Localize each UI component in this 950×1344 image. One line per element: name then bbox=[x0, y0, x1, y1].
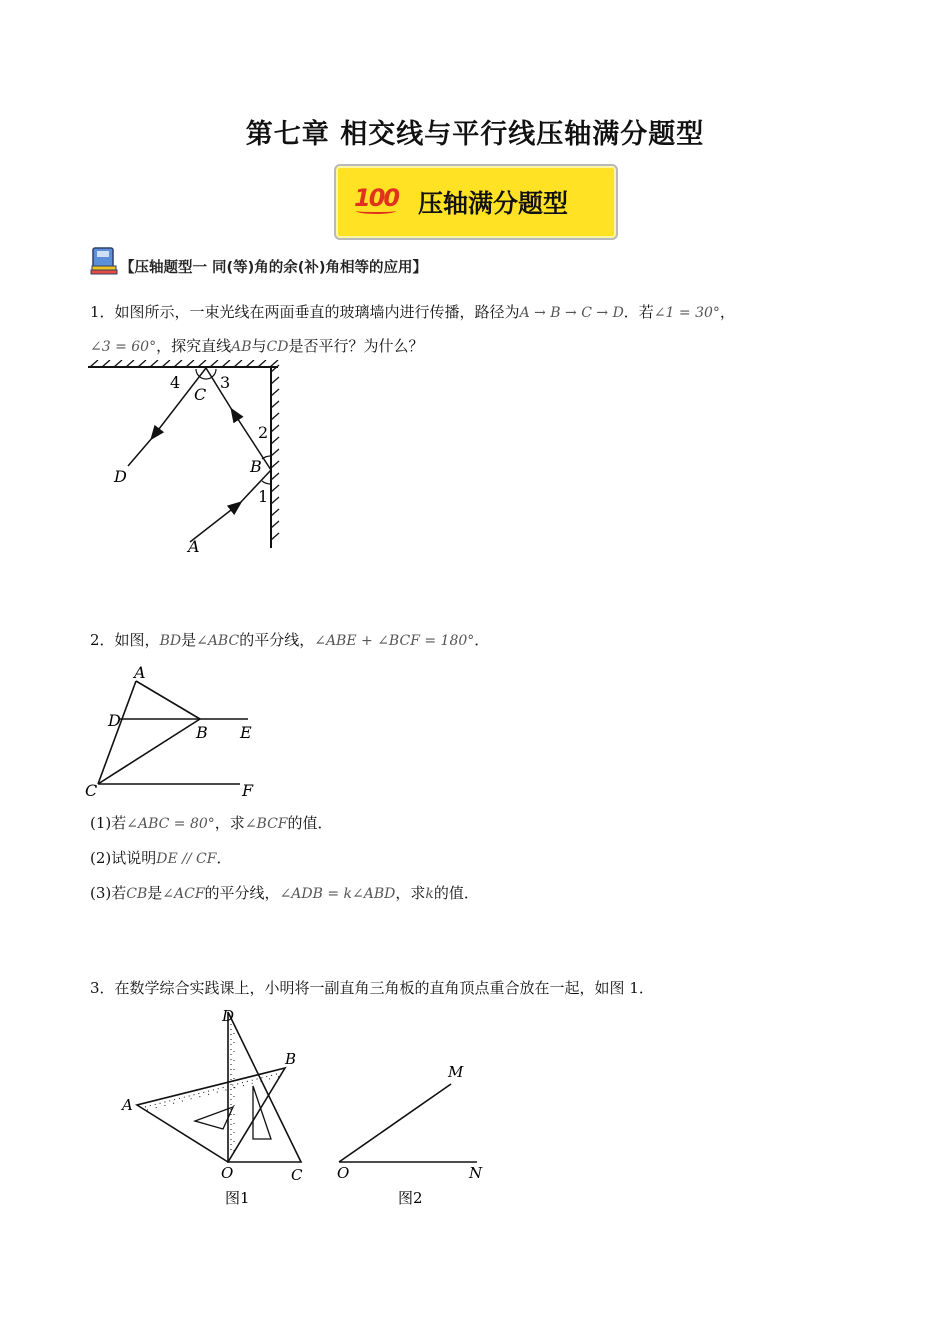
q2-p3-text: 是 bbox=[147, 884, 163, 902]
label-f: F bbox=[242, 781, 254, 800]
line-ab bbox=[136, 681, 200, 719]
q2-p3-m2: ∠ACF bbox=[162, 886, 205, 902]
banner bbox=[334, 164, 618, 240]
q1-text: 与 bbox=[251, 337, 267, 355]
q2-cond: ∠ABE + ∠BCF = 180° bbox=[314, 633, 475, 649]
fig1-label-b: B bbox=[285, 1050, 297, 1068]
line-ac bbox=[98, 681, 136, 784]
q2-part-3 bbox=[90, 881, 479, 906]
q2-p1-text: 的值． bbox=[287, 814, 333, 832]
fig1-caption: 图1 bbox=[225, 1189, 250, 1207]
angle-arc-2 bbox=[262, 456, 271, 459]
question-1-line-1 bbox=[90, 300, 735, 325]
label-1: 1 bbox=[258, 487, 269, 506]
q2-text: 如图， bbox=[114, 631, 160, 649]
q2-p1-m1: ∠ABC = 80° bbox=[126, 816, 215, 832]
figure-3 bbox=[115, 1004, 505, 1214]
fig2-label-m: M bbox=[448, 1063, 464, 1081]
q2-p3-text: 的值． bbox=[433, 884, 479, 902]
angle-arc-1 bbox=[262, 481, 271, 484]
q1-cond2: ∠3 = 60° bbox=[90, 339, 157, 355]
page-title: 第七章 相交线与平行线压轴满分题型 bbox=[245, 119, 705, 150]
q2-text: 是 bbox=[181, 631, 197, 649]
label-a: A bbox=[134, 663, 146, 682]
q2-text: 的平分线， bbox=[239, 631, 315, 649]
fig1-label-o: O bbox=[221, 1164, 234, 1182]
q2-text: ． bbox=[474, 631, 490, 649]
top-wall-hatching bbox=[90, 360, 278, 367]
q2-p2-m: DE // CF bbox=[156, 851, 217, 867]
figure-2 bbox=[82, 660, 272, 800]
ray-c-to-d bbox=[128, 438, 152, 466]
ruler-ticks-ab-long bbox=[147, 1076, 281, 1110]
q2-part-1 bbox=[90, 811, 333, 836]
q1-text: 如图所示，一束光线在两面垂直的玻璃墙内进行传播，路径为 bbox=[114, 303, 520, 321]
label-a: A bbox=[188, 537, 200, 556]
question-3 bbox=[90, 976, 654, 1000]
ray-om bbox=[339, 1084, 451, 1162]
q2-bd: BD bbox=[159, 633, 182, 649]
fig1-label-c: C bbox=[291, 1166, 303, 1184]
question-number: 1． bbox=[90, 303, 115, 321]
right-wall-hatching bbox=[271, 365, 279, 540]
q2-angle: ∠ABC bbox=[196, 633, 240, 649]
q2-p3-text: (3)若 bbox=[90, 884, 127, 902]
q1-cond1: ∠1 = 30° bbox=[653, 305, 720, 321]
label-d: D bbox=[108, 711, 121, 730]
fig1-label-a: A bbox=[122, 1096, 133, 1114]
q2-p1-m2: ∠BCF bbox=[244, 816, 288, 832]
fig2-label-n: N bbox=[469, 1164, 483, 1182]
q3-text: 在数学综合实践课上，小明将一副直角三角板的直角顶点重合放在一起，如图 1． bbox=[114, 979, 654, 997]
question-number: 2． bbox=[90, 631, 115, 649]
label-3: 3 bbox=[220, 373, 231, 392]
q1-text: ．若 bbox=[623, 303, 654, 321]
q2-p1-text: ，求 bbox=[214, 814, 245, 832]
label-b: B bbox=[250, 457, 262, 476]
banner-text: 压轴满分题型 bbox=[418, 189, 569, 218]
q2-p3-m1: CB bbox=[126, 886, 148, 902]
q2-p3-text: 的平分线， bbox=[204, 884, 280, 902]
book-stack-icon bbox=[90, 246, 118, 276]
fig2-caption: 图2 bbox=[398, 1189, 423, 1207]
question-number: 3． bbox=[90, 979, 115, 997]
label-4: 4 bbox=[170, 373, 181, 392]
q2-p3-text: ，求 bbox=[395, 884, 426, 902]
q2-p1-text: (1)若 bbox=[90, 814, 127, 832]
q2-part-2 bbox=[90, 846, 231, 871]
hundred-points-icon: 100 bbox=[354, 184, 399, 212]
label-2: 2 bbox=[258, 423, 269, 442]
q1-text: ， bbox=[719, 303, 735, 321]
q1-text: 是否平行？为什么？ bbox=[288, 337, 424, 355]
fig1-label-d: D bbox=[222, 1007, 235, 1025]
q2-p3-m3: ∠ADB = k∠ABD bbox=[279, 886, 396, 902]
section-heading: 【压轴题型一 同(等)角的余(补)角相等的应用】 bbox=[120, 260, 428, 276]
q2-p2-text: ． bbox=[216, 849, 232, 867]
q2-p3-m4: k bbox=[425, 886, 434, 902]
q1-text: ，探究直线 bbox=[156, 337, 232, 355]
q1-cd: CD bbox=[266, 339, 289, 355]
question-1-line-2 bbox=[90, 334, 423, 359]
q1-path: A → B → C → D bbox=[519, 305, 624, 321]
label-b: B bbox=[196, 723, 208, 742]
label-c: C bbox=[194, 385, 207, 404]
label-e: E bbox=[240, 723, 252, 742]
q2-p2-text: (2)试说明 bbox=[90, 849, 157, 867]
q1-ab: AB bbox=[231, 339, 252, 355]
figure-1 bbox=[82, 360, 292, 560]
label-d: D bbox=[114, 467, 127, 486]
question-2 bbox=[90, 628, 489, 653]
fig2-label-o: O bbox=[337, 1164, 350, 1182]
label-c: C bbox=[85, 781, 98, 800]
